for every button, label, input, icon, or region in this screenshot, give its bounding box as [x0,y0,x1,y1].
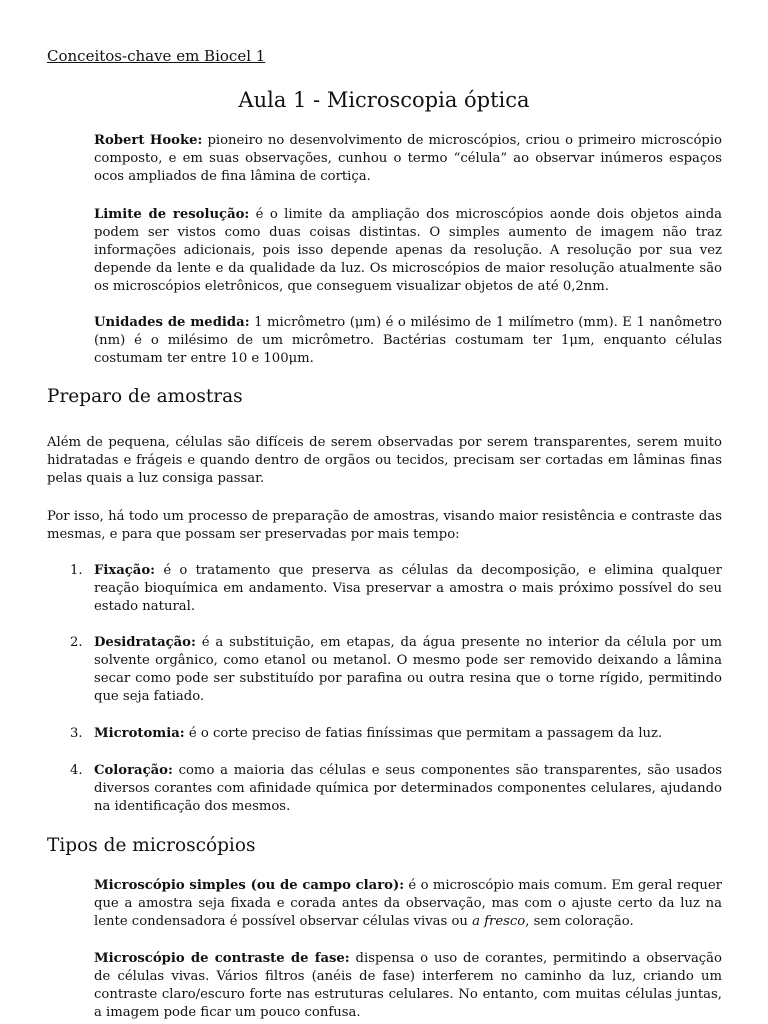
list-number: 1. [70,563,83,578]
term-microtomia: Microtomia: [94,726,185,741]
paragraph-contraste-fase: Microscópio de contraste de fase: dispensa o uso de corantes, permitindo a observação de células vivas. Vários filtros (anéis de fase) interferem no caminho da luz, criando um contraste claro/escuro forte nas estruturas celulares. No entanto, com muitas células juntas, a imagem pode ficar um pouco confusa. [94,951,722,1020]
term-microscopio-simples: Microscópio simples (ou de campo claro): [94,878,405,893]
document-header: Conceitos-chave em Biocel 1 [47,47,266,65]
section-heading-tipos: Tipos de microscópios [47,835,256,856]
term-contraste-fase: Microscópio de contraste de fase: [94,951,350,966]
paragraph-unidades-medida: Unidades de medida: 1 micrômetro (μm) é o milésimo de 1 milímetro (mm). E 1 nanômetro (nm) é o milésimo de um micrômetro. Bactérias costumam ter 1μm, enquanto células costumam ter entre 10 e 100μm. [94,315,722,366]
term-coloracao: Coloração: [94,763,173,778]
list-number: 3. [70,726,83,741]
term-limite-resolucao: Limite de resolução: [94,207,250,222]
paragraph-preparo-processo: Por isso, há todo um processo de preparação de amostras, visando maior resistência e contraste das mesmas, e para que possam ser preservadas por mais tempo: [47,509,722,542]
document-page: Conceitos-chave em Biocel 1 Aula 1 - Microscopia óptica Robert Hooke: pioneiro no desenvolvimento de microscópios, criou o primeiro microscópio composto, e em suas observações, cunhou o termo “célula” ao observar inúmeros espaços ocos ampliados de fina lâmina de cortiça. Limite de resolução: é o limite da ampliação dos microscópios aonde dois objetos ainda podem ser vistos como duas coisas distintas. O simples aumento de imagem não traz informações adicionais, pois isso depende apenas da resolução. A resolução por sua vez depende da lente e da qualidade da luz. Os microscópios de maior resolução atualmente são os microscópios eletrônicos, que conseguem visualizar objetos de até 0,2nm. Unidades de medida: 1 micrômetro (μm) é o milésimo de 1 milímetro (mm). E 1 nanômetro (nm) é o milésimo de um micrômetro. Bactérias costumam ter 1μm, enquanto células costumam ter entre 10 e 100μm. Preparo de amostras Além de pequena, células são difíceis de serem observadas por serem transparentes, serem muito hidratadas e frágeis e quando dentro de orgãos ou tecidos, precisam ser cortadas em lâminas finas pelas quais a luz consiga passar. Por isso, há todo um processo de preparação de amostras, visando maior resistência e contraste das mesmas, e para que possam ser preservadas por mais tempo: 1. Fixação: é o tratamento que preserva as células da decomposição, e elimina qualquer reação bioquímica em andamento. Visa preservar a amostra o mais próximo possível do seu estado natural. 2. Desidratação: é a substituição, em etapas, da água presente no interior da célula por um solvente orgânico, como etanol ou metanol. O mesmo pode ser removido deixando a lâmina secar como pode ser substituído por parafina ou outra resina que o torne rígido, permitindo que seja fatiado. 3. Microtomia: é o corte preciso de fatias finíssimas que permitam a passagem da luz. 4. Coloração: como a maioria das células e seus componentes são transparentes, são usados diversos corantes com afinidade química por determinados componentes celulares, ajudando na identificação dos mesmos. Tipos de microscópios Microscópio simples (ou de campo claro): é o microscópio mais comum. Em geral requer que a amostra seja fixada e corada antes da observação, mas com o ajuste certo da luz na lente condensadora é possível observar células vivas ou a fresco, sem coloração. Microscópio de contraste de fase: dispensa o uso de corantes, permitindo a observação de células vivas. Vários filtros (anéis de fase) interferem no caminho da luz, criando um contraste claro/escuro forte nas estruturas celulares. No entanto, com muitas células juntas, a imagem pode ficar um pouco confusa. [0,0,768,1024]
term-desidratacao: Desidratação: [94,635,196,650]
paragraph-preparo-intro: Além de pequena, células são difíceis de serem observadas por serem transparentes, serem muito hidratadas e frágeis e quando dentro de orgãos ou tecidos, precisam ser cortadas em lâminas finas pelas quais a luz consiga passar. [47,435,722,486]
term-unidades-medida: Unidades de medida: [94,315,250,330]
paragraph-robert-hooke: Robert Hooke: pioneiro no desenvolvimento de microscópios, criou o primeiro microscópio composto, e em suas observações, cunhou o termo “célula” ao observar inúmeros espaços ocos ampliados de fina lâmina de cortiça. [94,133,722,184]
paragraph-microscopio-simples: Microscópio simples (ou de campo claro): é o microscópio mais comum. Em geral requer que a amostra seja fixada e corada antes da observação, mas com o ajuste certo da luz na lente condensadora é possível observar células vivas ou a fresco, sem coloração. [94,878,722,929]
italic-a-fresco: a fresco [472,914,526,929]
paragraph-limite-resolucao: Limite de resolução: é o limite da ampliação dos microscópios aonde dois objetos ainda podem ser vistos como duas coisas distintas. O simples aumento de imagem não traz informações adicionais, pois isso depende apenas da resolução. A resolução por sua vez depende da lente e da qualidade da luz. Os microscópios de maior resolução atualmente são os microscópios eletrônicos, que conseguem visualizar objetos de até 0,2nm. [94,207,722,294]
list-number: 4. [70,763,83,778]
list-number: 2. [70,635,83,650]
term-fixacao: Fixação: [94,563,156,578]
page-title: Aula 1 - Microscopia óptica [238,88,530,112]
section-heading-preparo: Preparo de amostras [47,386,243,407]
term-robert-hooke: Robert Hooke: [94,133,203,148]
